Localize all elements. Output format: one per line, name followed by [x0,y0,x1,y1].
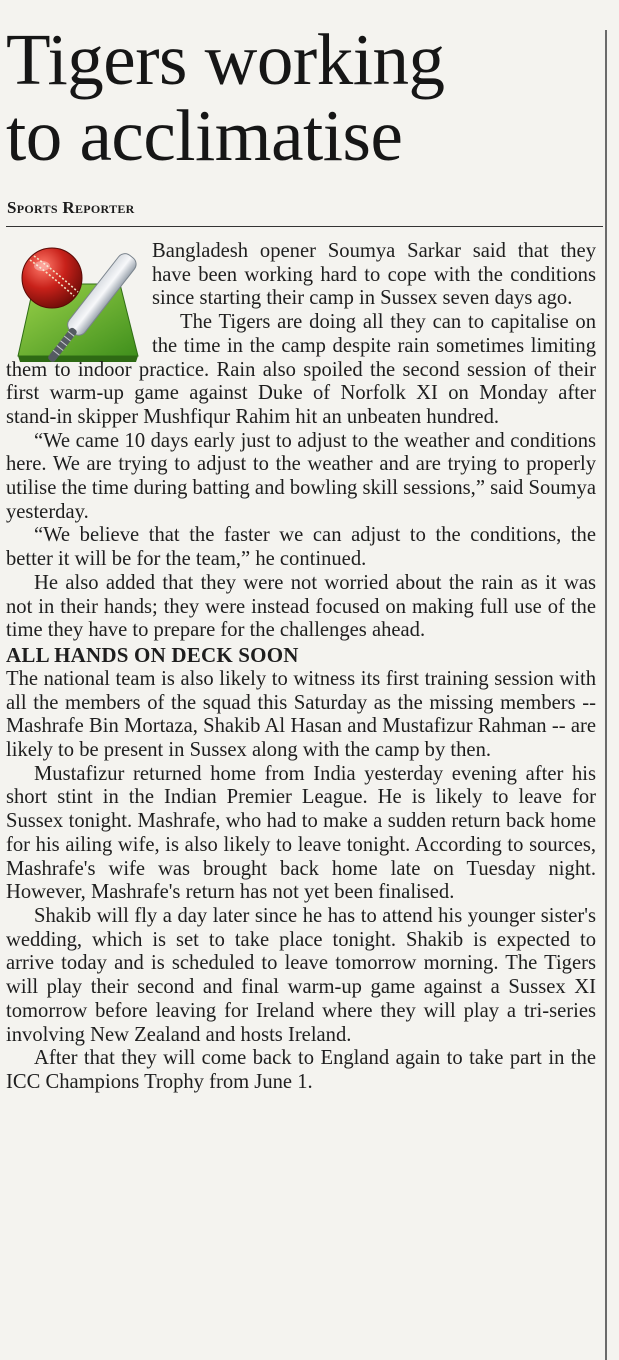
paragraph: Shakib will fly a day later since he has to attend his younger sister's wedding, which is set to take place tonight. Shakib is expected to arrive today and is scheduled to leave tomorrow morning. The Tigers will play their second and final warm-up game against a Sussex XI tomorrow before leaving for Ireland where they will play a tri-series involving New Zealand and hosts Ireland. [6,904,596,1046]
column-rule [605,30,607,1360]
paragraph: The national team is also likely to witness its first training session with all the members of the squad this Saturday as the missing members -- Mashrafe Bin Mortaza, Shakib Al Hasan and Mustafizur Rahman -- are likely to be present in Sussex along with the camp by then. [6,667,596,762]
byline: Sports Reporter [7,198,135,217]
byline-divider [6,226,603,227]
article-body [6,240,596,1095]
paragraph: After that they will come back to England again to take part in the ICC Champions Trophy from June 1. [6,1047,596,1093]
subheading: ALL HANDS ON DECK SOON [6,642,299,667]
paragraph: The Tigers are doing all they can to capitalise on the time in the camp despite rain sometimes limiting them to indoor practice. Rain also spoiled the second session of their first warm-up game against Duke of Norfolk XI on Monday after stand-in skipper Mushfiqur Rahim hit an unbeaten hundred. [6,311,596,428]
paragraph: “We believe that the faster we can adjust to the conditions, the better it will be for the team,” he continued. [6,524,596,571]
paragraph: He also added that they were not worried about the rain as it was not in their hands; they were instead focused on making full use of the time they have to prepare for the challenges ahead. [6,571,596,642]
paragraph: Mustafizur returned home from India yesterday evening after his short stint in the Indian Premier League. He is likely to leave for Sussex tonight. Mashrafe, who had to make a sudden return back home for his ailing wife, is also likely to leave tonight. According to sources, Mashrafe's wife was brought back home late on Tuesday night. However, Mashrafe's return has not yet been finalised. [6,762,596,904]
paragraph: Bangladesh opener Soumya Sarkar said that they have been working hard to cope with the conditions since starting their camp in Sussex seven days ago. [152,240,596,310]
paragraph: “We came 10 days early just to adjust to the weather and conditions here. We are trying to adjust to the weather and are trying to properly utilise the time during batting and bowling skill sessions,” said Soumya yesterday. [6,429,596,523]
headline-line-1: Tigers working [6,19,445,100]
headline [6,19,604,176]
headline-line-2: to acclimatise [6,95,403,176]
